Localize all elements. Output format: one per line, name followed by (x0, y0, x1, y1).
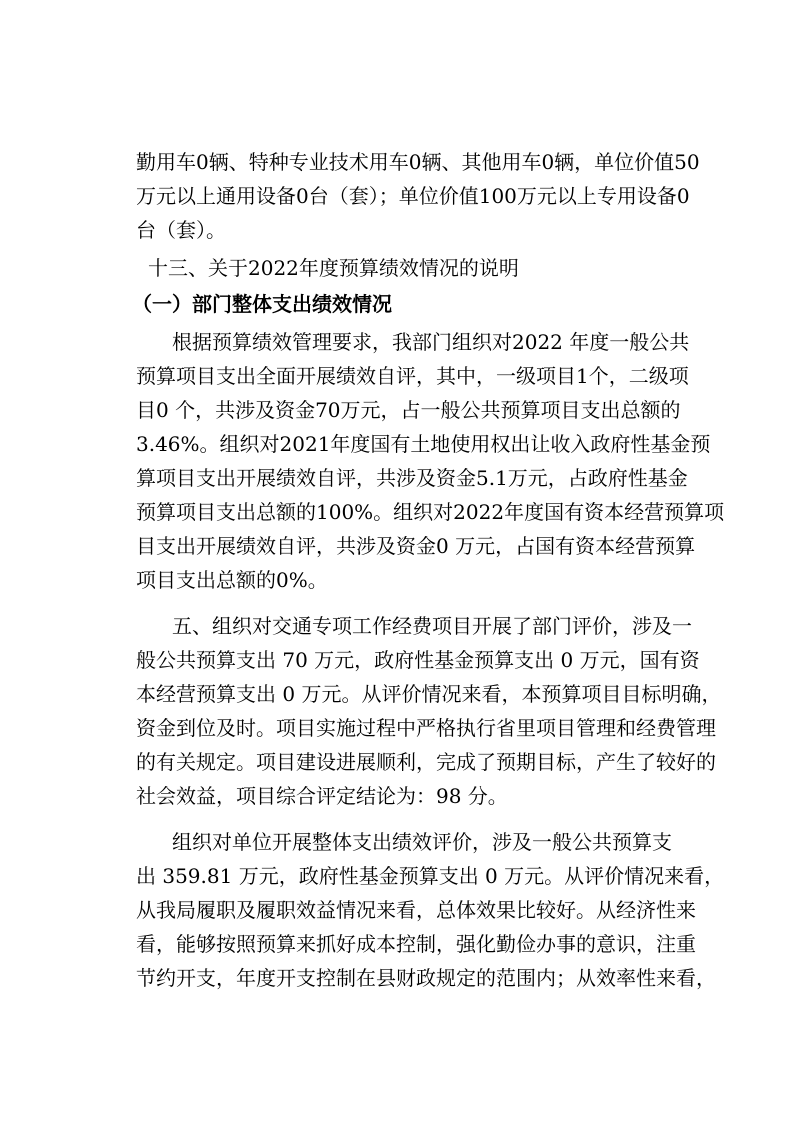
paragraph-1-line-8: 项目支出总额的0%。 (136, 568, 328, 592)
paragraph-3-line-1: 组织对单位开展整体支出绩效评价，涉及一般公共预算支 (172, 830, 672, 854)
paragraph-1-line-6: 预算项目支出总额的100%。组织对2022年度国有资本经营预算项 (136, 500, 725, 524)
section-heading: 十三、关于2022年度预算绩效情况的说明 (148, 256, 519, 280)
paragraph-2-line-4: 资金到位及时。项目实施过程中严格执行省里项目管理和经费管理 (136, 716, 716, 740)
paragraph-3-line-5: 节约开支，年度开支控制在县财政规定的范围内；从效率性来看， (136, 966, 716, 990)
paragraph-3-line-2: 出 359.81 万元，政府性基金预算支出 0 万元。从评价情况来看， (136, 864, 725, 888)
paragraph-1-line-1: 根据预算绩效管理要求，我部门组织对2022 年度一般公共 (172, 330, 690, 354)
paragraph-2-line-2: 般公共预算支出 70 万元，政府性基金预算支出 0 万元，国有资 (136, 648, 700, 672)
paragraph-1-line-4: 3.46%。组织对2021年度国有土地使用权出让收入政府性基金预 (136, 432, 711, 456)
text-line-2: 万元以上通用设备0台（套）；单位价值100万元以上专用设备0 (136, 184, 690, 208)
paragraph-1-line-7: 目支出开展绩效自评，共涉及资金0 万元，占国有资本经营预算 (136, 534, 696, 558)
paragraph-3-line-4: 看，能够按照预算来抓好成本控制，强化勤俭办事的意识，注重 (136, 932, 696, 956)
paragraph-2-line-1: 五、组织对交通专项工作经费项目开展了部门评价，涉及一 (172, 614, 692, 638)
paragraph-1-line-3: 目0 个，共涉及资金70万元，占一般公共预算项目支出总额的 (136, 398, 681, 422)
paragraph-2-line-6: 社会效益，项目综合评定结论为：98 分。 (136, 784, 508, 808)
text-line-3: 台（套）。 (136, 218, 226, 242)
paragraph-2-line-3: 本经营预算支出 0 万元。从评价情况来看，本预算项目目标明确， (136, 682, 722, 706)
paragraph-3-line-3: 从我局履职及履职效益情况来看，总体效果比较好。从经济性来 (136, 898, 696, 922)
text-line-1: 勤用车0辆、特种专业技术用车0辆、其他用车0辆，单位价值50 (136, 150, 700, 174)
paragraph-1-line-2: 预算项目支出全面开展绩效自评，其中，一级项目1个，二级项 (136, 364, 689, 388)
subsection-heading: （一）部门整体支出绩效情况 (132, 292, 392, 316)
paragraph-1-line-5: 算项目支出开展绩效自评，共涉及资金5.1万元，占政府性基金 (136, 466, 688, 490)
paragraph-2-line-5: 的有关规定。项目建设进展顺利，完成了预期目标，产生了较好的 (136, 750, 716, 774)
